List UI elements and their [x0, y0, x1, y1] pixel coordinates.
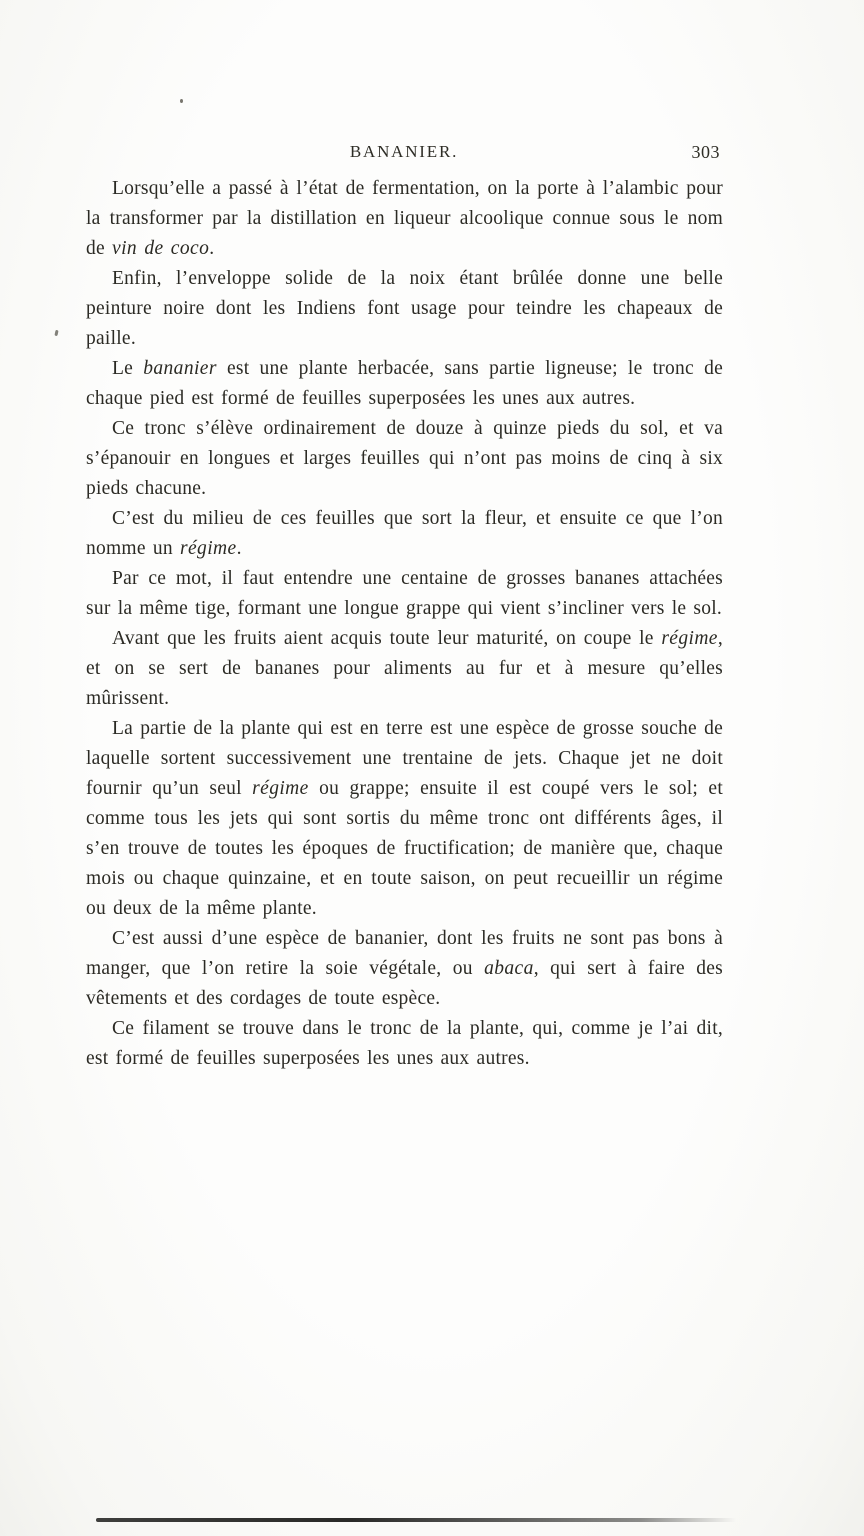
text-run: Le	[112, 358, 144, 379]
italic-text-run: régime	[252, 778, 309, 799]
paragraph	[86, 354, 723, 414]
paragraph	[86, 264, 723, 354]
text-run: Ce tronc s’élève ordinairement de douze à quinze pieds du sol, et va s’épanouir en longues et larges feuilles qui n’ont pas moins de cinq à six pieds chacune.	[86, 418, 723, 499]
text-run: ou grappe; ensuite il est coupé vers le sol; et comme tous les jets qui sont sortis du même tronc ont différents âges, il s’en trouve de toutes les époques de fructification; de manière que, chaque mois ou chaque quinzaine, et en toute saison, on peut recueillir un régime ou deux de la même plante.	[86, 778, 723, 919]
running-title: BANANIER.	[349, 142, 459, 161]
text-run: Lorsqu’elle a passé à l’état de fermentation, on la porte à l’alambic pour la transformer par la distillation en liqueur alcoolique connue sous le nom de	[86, 178, 723, 259]
text-run: C’est aussi d’une espèce de bananier, dont les fruits ne sont pas bons à manger, que l’on retire la soie végétale, ou	[86, 928, 723, 979]
text-run: Par ce mot, il faut entendre une centaine de grosses bananes attachées sur la même tige, formant une longue grappe qui vient s’incliner vers le sol.	[86, 568, 723, 619]
text-run: .	[236, 538, 242, 559]
page-body	[86, 174, 723, 1074]
italic-text-run: vin de coco	[112, 238, 210, 259]
italic-text-run: régime	[661, 628, 718, 649]
italic-text-run: régime	[180, 538, 237, 559]
paragraph	[86, 504, 723, 564]
text-run: Enfin, l’enveloppe solide de la noix étant brûlée donne une belle peinture noire dont les Indiens font usage pour teindre les chapeaux de paille.	[86, 268, 723, 349]
page-header	[86, 142, 722, 168]
page-number: 303	[691, 142, 720, 162]
paragraph	[86, 924, 723, 1014]
paragraph	[86, 174, 723, 264]
text-run: Avant que les fruits aient acquis toute leur maturité, on coupe le	[112, 628, 662, 649]
scan-speck-icon	[180, 99, 183, 103]
paragraph	[86, 714, 723, 924]
text-run: , et on se sert de bananes pour aliments au fur et à mesure qu’elles mûrissent.	[86, 628, 723, 709]
scan-speck-icon	[54, 330, 58, 336]
paragraph	[86, 624, 723, 714]
text-run: La partie de la plante qui est en terre est une espèce de grosse souche de laquelle sortent successivement une trentaine de jets. Chaque jet ne doit fournir qu’un seul	[86, 718, 723, 799]
italic-text-run: bananier	[143, 358, 217, 379]
text-run: .	[209, 238, 215, 259]
text-run: C’est du milieu de ces feuilles que sort la fleur, et ensuite ce que l’on nomme un	[86, 508, 723, 559]
text-run: , qui sert à faire des vêtements et des cordages de toute espèce.	[86, 958, 723, 1009]
text-run: est une plante herbacée, sans partie ligneuse; le tronc de chaque pied est formé de feuilles superposées les unes aux autres.	[86, 358, 723, 409]
paragraph	[86, 414, 723, 504]
paragraph	[86, 1014, 723, 1074]
text-run: Ce filament se trouve dans le tronc de la plante, qui, comme je l’ai dit, est formé de feuilles superposées les unes aux autres.	[86, 1018, 723, 1069]
scan-artifact-bottom-edge	[96, 1518, 736, 1522]
paragraph	[86, 564, 723, 624]
italic-text-run: abaca	[484, 958, 534, 979]
